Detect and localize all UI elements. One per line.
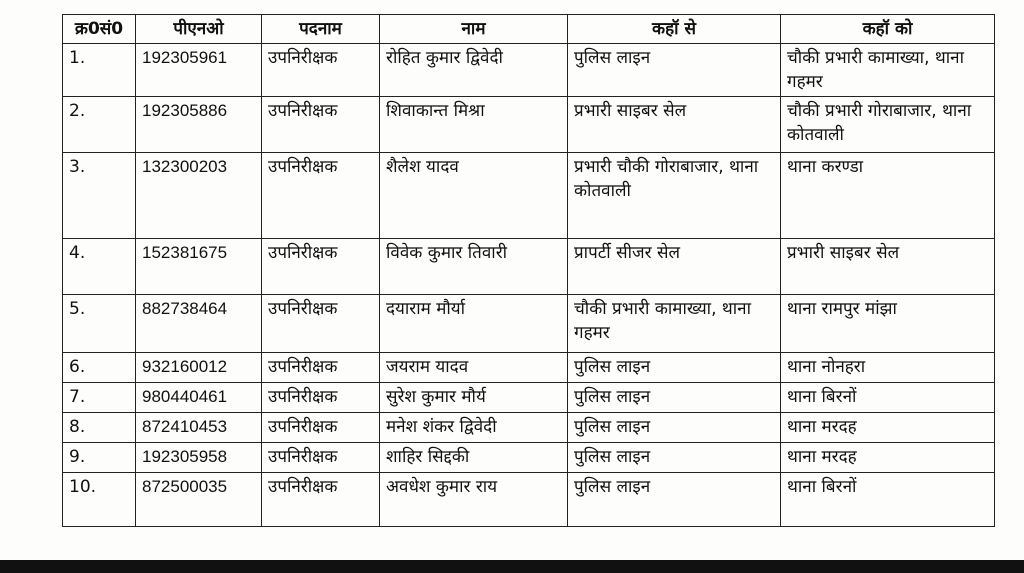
cell-pno: 132300203 xyxy=(136,153,262,239)
cell-name: दयाराम मौर्या xyxy=(380,295,568,353)
table-row xyxy=(63,383,995,413)
cell-serial-number: 5. xyxy=(63,295,136,353)
cell-designation: उपनिरीक्षक xyxy=(262,413,380,443)
cell-to: थाना मरदह xyxy=(781,413,995,443)
cell-from: प्रभारी चौकी गोराबाजार, थाना कोतवाली xyxy=(568,153,781,239)
cell-name: अवधेश कुमार राय xyxy=(380,473,568,527)
cell-pno: 192305886 xyxy=(136,97,262,153)
cell-pno: 872500035 xyxy=(136,473,262,527)
table-row xyxy=(63,295,995,353)
header-from: कहॉ से xyxy=(568,15,781,44)
cell-serial-number: 3. xyxy=(63,153,136,239)
cell-designation: उपनिरीक्षक xyxy=(262,295,380,353)
table-row xyxy=(63,239,995,295)
table-row xyxy=(63,153,995,239)
cell-serial-number: 7. xyxy=(63,383,136,413)
cell-serial-number: 6. xyxy=(63,353,136,383)
table-row xyxy=(63,97,995,153)
cell-to: प्रभारी साइबर सेल xyxy=(781,239,995,295)
cell-pno: 152381675 xyxy=(136,239,262,295)
cell-designation: उपनिरीक्षक xyxy=(262,44,380,97)
cell-designation: उपनिरीक्षक xyxy=(262,97,380,153)
cell-serial-number: 9. xyxy=(63,443,136,473)
cell-name: रोहित कुमार द्विवेदी xyxy=(380,44,568,97)
cell-to: थाना रामपुर मांझा xyxy=(781,295,995,353)
cell-name: विवेक कुमार तिवारी xyxy=(380,239,568,295)
cell-serial-number: 10. xyxy=(63,473,136,527)
cell-from: चौकी प्रभारी कामाख्या, थाना गहमर xyxy=(568,295,781,353)
cell-serial-number: 4. xyxy=(63,239,136,295)
table-row xyxy=(63,353,995,383)
cell-pno: 980440461 xyxy=(136,383,262,413)
cell-pno: 882738464 xyxy=(136,295,262,353)
table-row xyxy=(63,473,995,527)
cell-from: प्रापर्टी सीजर सेल xyxy=(568,239,781,295)
cell-name: शिवाकान्त मिश्रा xyxy=(380,97,568,153)
cell-from: पुलिस लाइन xyxy=(568,353,781,383)
cell-from: प्रभारी साइबर सेल xyxy=(568,97,781,153)
cell-serial-number: 2. xyxy=(63,97,136,153)
cell-designation: उपनिरीक्षक xyxy=(262,443,380,473)
cell-pno: 932160012 xyxy=(136,353,262,383)
bottom-divider xyxy=(0,560,1024,573)
header-designation: पदनाम xyxy=(262,15,380,44)
transfer-table xyxy=(62,14,995,527)
header-serial-number: क्र0सं0 xyxy=(63,15,136,44)
cell-designation: उपनिरीक्षक xyxy=(262,239,380,295)
cell-name: शैलेश यादव xyxy=(380,153,568,239)
cell-name: मनेश शंकर द्विवेदी xyxy=(380,413,568,443)
cell-name: सुरेश कुमार मौर्य xyxy=(380,383,568,413)
header-pno: पीएनओ xyxy=(136,15,262,44)
cell-designation: उपनिरीक्षक xyxy=(262,383,380,413)
cell-name: शाहिर सिद्दकी xyxy=(380,443,568,473)
table-header-row xyxy=(63,15,995,44)
cell-to: थाना करण्डा xyxy=(781,153,995,239)
cell-to: थाना बिरनों xyxy=(781,383,995,413)
cell-from: पुलिस लाइन xyxy=(568,413,781,443)
cell-to: थाना मरदह xyxy=(781,443,995,473)
cell-name: जयराम यादव xyxy=(380,353,568,383)
cell-designation: उपनिरीक्षक xyxy=(262,473,380,527)
table-row xyxy=(63,44,995,97)
cell-pno: 192305961 xyxy=(136,44,262,97)
cell-serial-number: 1. xyxy=(63,44,136,97)
cell-from: पुलिस लाइन xyxy=(568,443,781,473)
cell-serial-number: 8. xyxy=(63,413,136,443)
cell-to: थाना बिरनों xyxy=(781,473,995,527)
cell-pno: 192305958 xyxy=(136,443,262,473)
cell-designation: उपनिरीक्षक xyxy=(262,353,380,383)
cell-designation: उपनिरीक्षक xyxy=(262,153,380,239)
table-row xyxy=(63,443,995,473)
cell-pno: 872410453 xyxy=(136,413,262,443)
cell-from: पुलिस लाइन xyxy=(568,383,781,413)
header-name: नाम xyxy=(380,15,568,44)
table-row xyxy=(63,413,995,443)
cell-to: चौकी प्रभारी गोराबाजार, थाना कोतवाली xyxy=(781,97,995,153)
cell-from: पुलिस लाइन xyxy=(568,473,781,527)
cell-to: थाना नोनहरा xyxy=(781,353,995,383)
cell-from: पुलिस लाइन xyxy=(568,44,781,97)
header-to: कहॉ को xyxy=(781,15,995,44)
cell-to: चौकी प्रभारी कामाख्या, थाना गहमर xyxy=(781,44,995,97)
